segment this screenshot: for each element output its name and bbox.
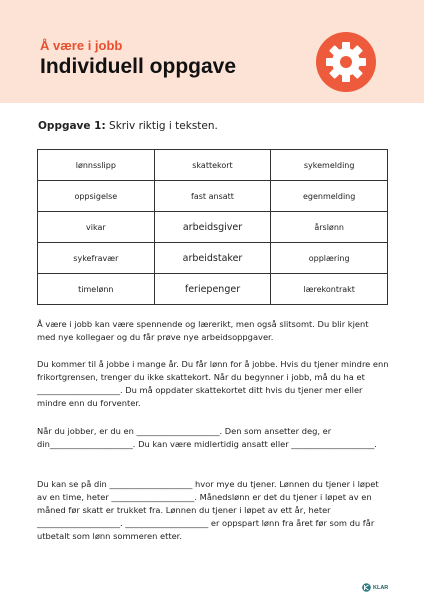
word-cell: årslønn [271,212,388,243]
logo-text: KLAR [373,584,389,591]
gear-icon [316,32,376,92]
word-cell: fast ansatt [154,181,271,212]
paragraph-employment [37,425,389,451]
paragraph-tax-card [37,358,389,410]
paragraph-salary [37,478,389,543]
task-instruction: Skriv riktig i teksten. [109,120,218,132]
word-cell: lærekontrakt [271,274,388,305]
page-title: Individuell oppgave [40,55,237,78]
table-row [38,150,388,181]
header-kicker: Å være i jobb [40,38,123,53]
table-row [38,212,388,243]
word-cell: opplæring [271,243,388,274]
task-label: Oppgave 1: [38,120,106,132]
table-row [38,243,388,274]
word-cell: oppsigelse [38,181,155,212]
word-cell: lønnsslipp [38,150,155,181]
paragraph-text: Når du jobber, er du en ____________________. Den som ansetter deg, er din____________________. Du kan være midlertidig ansatt eller ____________________. [37,426,377,449]
gear-badge [316,32,376,92]
paragraph-intro [37,318,389,344]
word-cell: arbeidstaker [154,243,271,274]
paragraph-text: Du kommer til å jobbe i mange år. Du får lønn for å jobbe. Hvis du tjener mindre enn frikortgrensen, trenger du ikke skattekort. Når du begynner i jobb, må du ha et ____________________. Du må oppdater skattekortet ditt hvis du tjener mer eller mindre enn du forventer. [37,359,389,408]
word-cell: sykefravær [38,243,155,274]
word-cell: egenmelding [271,181,388,212]
word-cell: sykemelding [271,150,388,181]
klar-logo-icon [362,583,371,592]
klar-logo [362,583,388,592]
word-cell: timelønn [38,274,155,305]
table-row [38,274,388,305]
word-cell: feriepenger [154,274,271,305]
word-cell: arbeidsgiver [154,212,271,243]
task-heading [38,120,218,132]
header-band [0,0,424,103]
table-row [38,181,388,212]
word-cell: skattekort [154,150,271,181]
word-cell: vikar [38,212,155,243]
paragraph-text: Å være i jobb kan være spennende og lærerikt, men også slitsomt. Du blir kjent med nye kollegaer og du får prøve nye arbeidsoppgaver. [37,319,369,342]
paragraph-text: Du kan se på din ____________________ hvor mye du tjener. Lønnen du tjener i løpet av en time, heter ____________________. Månedslønn er det du tjener i løpet av en måned før skatt er trukket fra. Lønnen du tjener i løpet av ett år, heter ____________________. ____________________ er oppspart lønn fra året før som du får utbetalt som lønn sommeren etter. [37,479,379,541]
word-table [37,149,388,305]
